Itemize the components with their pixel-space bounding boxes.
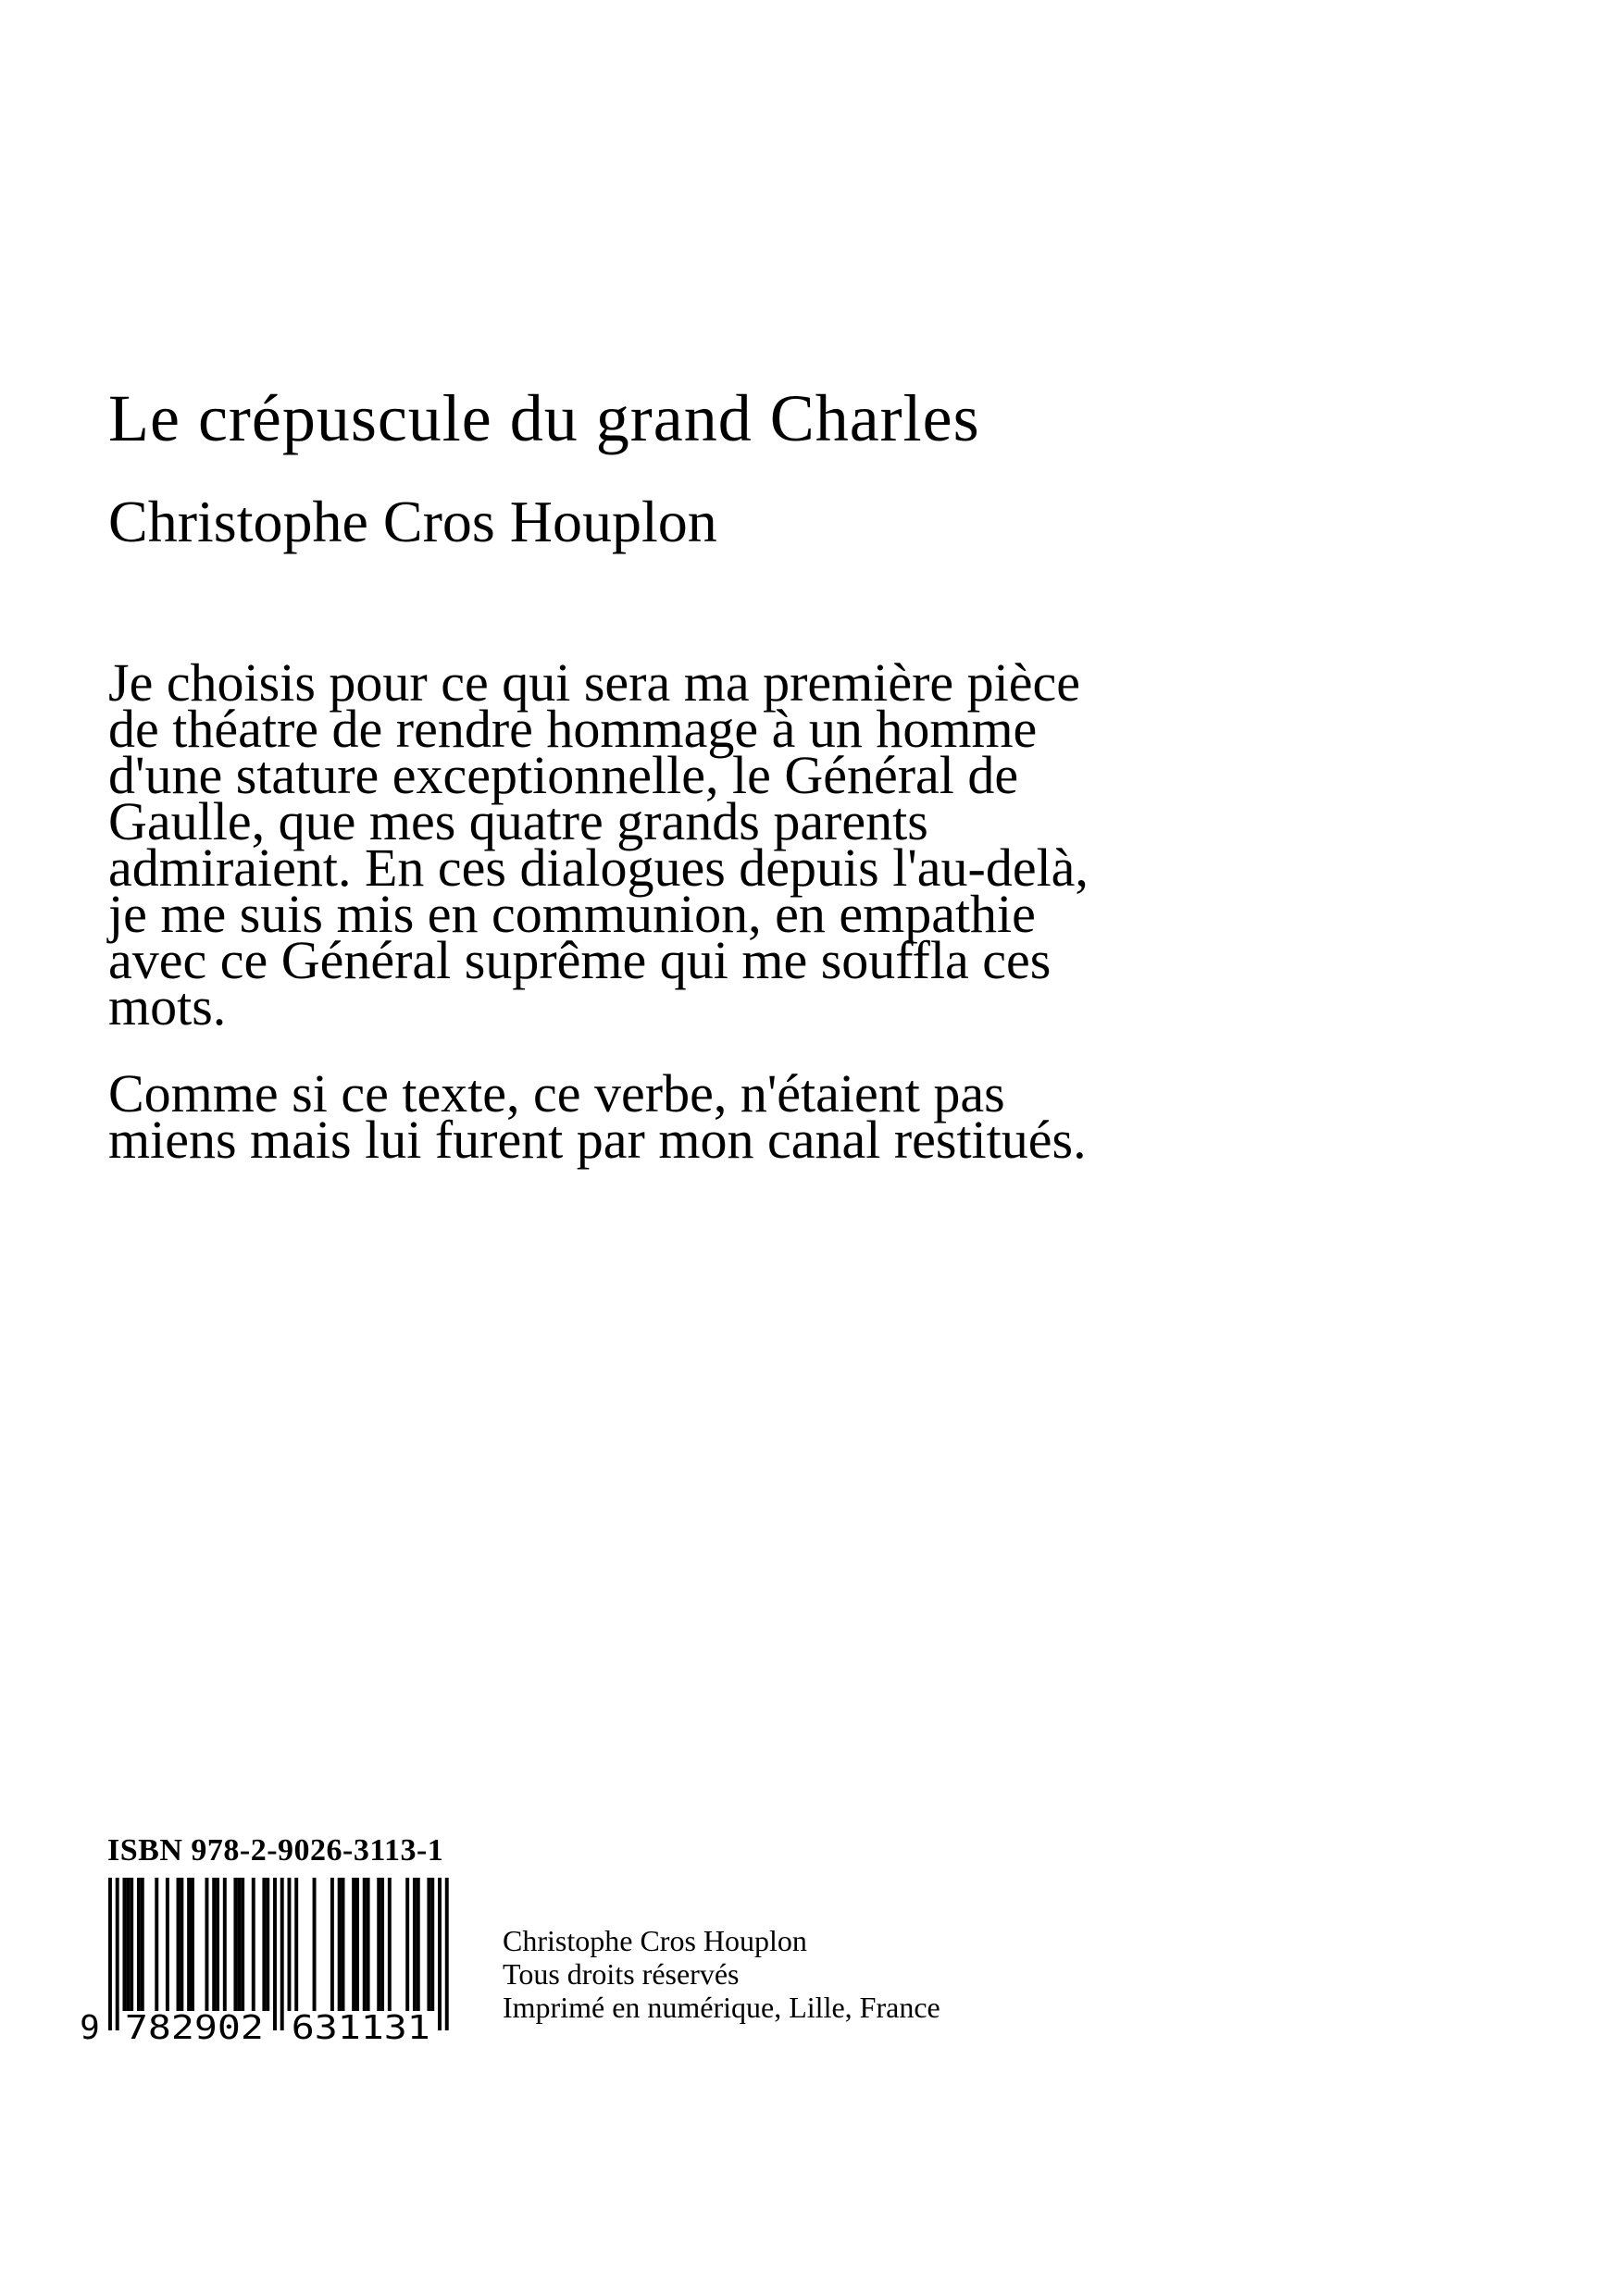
svg-text:782902: 782902 <box>124 2009 264 2044</box>
colophon-line: Imprimé en numérique, Lille, France <box>503 1991 940 2024</box>
svg-text:9: 9 <box>80 2009 100 2044</box>
synopsis-paragraph-2 <box>108 1063 1293 1170</box>
isbn-label: ISBN 978-2-9026-3113-1 <box>107 1833 444 1868</box>
text-line: d'une stature exceptionnelle, le Général de <box>108 745 1019 805</box>
text-line: mots. <box>108 976 227 1036</box>
text-line: admiraient. En ces dialogues depuis l'au-delà, <box>108 838 1089 898</box>
colophon <box>503 1924 940 2024</box>
ean13-barcode <box>75 1878 464 2044</box>
svg-text:631131: 631131 <box>291 2009 430 2044</box>
text-line: de théatre de rendre hommage à un homme <box>108 699 1038 759</box>
text-line: Gaulle, que mes quatre grands parents <box>108 791 928 851</box>
synopsis-paragraph-1 <box>108 652 1293 1036</box>
text-line: je me suis mis en communion, en empathie <box>108 884 1036 944</box>
text-line: Je choisis pour ce qui sera ma première pièce <box>108 652 1081 713</box>
text-line: miens mais lui furent par mon canal restitués. <box>108 1110 1087 1170</box>
colophon-line: Tous droits réservés <box>503 1957 740 1991</box>
text-line: Comme si ce texte, ce verbe, n'étaient pas <box>108 1063 1005 1123</box>
colophon-line: Christophe Cros Houplon <box>503 1924 807 1957</box>
book-author: Christophe Cros Houplon <box>108 489 717 554</box>
book-title: Le crépuscule du grand Charles <box>108 381 980 455</box>
text-line: avec ce Général suprême qui me souffla ces <box>108 930 1052 990</box>
